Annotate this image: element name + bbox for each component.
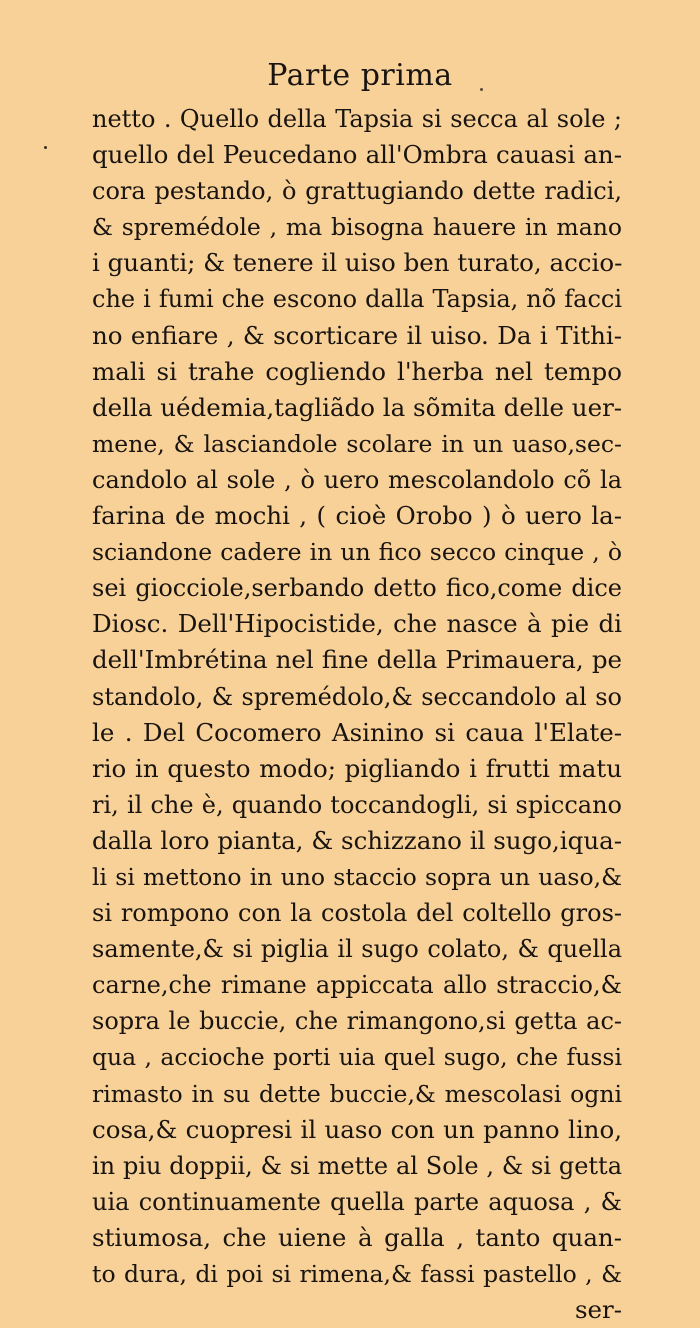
- text-line: si rompono con la costola del coltello gros-: [92, 899, 622, 928]
- text-line: rimasto in su dette buccie,& mescolasi ogni: [92, 1079, 622, 1108]
- text-line: che i fumi che escono dalla Tapsia, nõ facci: [92, 285, 622, 314]
- text-line: candolo al sole , ò uero mescolandolo cõ la: [92, 465, 622, 494]
- text-line: cosa,& cuopresi il uaso con un panno lino,: [92, 1114, 622, 1144]
- text-line: qua , accioche porti uia quel sugo, che fussi: [92, 1043, 622, 1072]
- page-header: Parte prima: [267, 58, 453, 93]
- text-line: quello del Peucedano all'Ombra cauasi an-: [92, 140, 622, 170]
- text-line: mene, & lasciandole scolare in un uaso,sec-: [92, 429, 622, 458]
- text-line: le . Del Cocomero Asinino si caua l'Elate-: [92, 717, 622, 747]
- text-line: sciandone cadere in un fico secco cinque , ò: [92, 538, 622, 567]
- text-line: ri, il che è, quando toccandogli, si spiccano: [92, 790, 622, 819]
- text-line: standolo, & spremédolo,& seccandolo al so: [92, 682, 622, 711]
- text-line: dalla loro pianta, & schizzano il sugo,iqua-: [92, 825, 622, 855]
- text-line: & spremédole , ma bisogna hauere in mano: [92, 213, 622, 242]
- text-line: sei giocciole,serbando detto fico,come dice: [92, 574, 622, 603]
- text-line: dell'Imbrétina nel fine della Primauera, pe: [92, 645, 622, 675]
- text-line: farina de mochi , ( cioè Orobo ) ò uero la-: [92, 501, 622, 531]
- text-line: sopra le buccie, che rimangono,si getta ac-: [92, 1007, 622, 1036]
- text-line: rio in questo modo; pigliando i frutti matu: [92, 753, 622, 783]
- text-line: no enfiare , & scorticare il uiso. Da i Tithi-: [92, 320, 622, 350]
- text-line: to dura, di poi si rimena,& fassi pastello , &: [92, 1260, 622, 1288]
- text-line: samente,& si piglia il sugo colato, & quella: [92, 935, 622, 964]
- text-line: cora pestando, ò grattugiando dette radici,: [92, 177, 622, 206]
- text-line: li si mettono in uno staccio sopra un uaso,&: [92, 862, 622, 891]
- text-line: della uédemia,tagliãdo la sõmita delle uer-: [92, 392, 623, 422]
- text-line: carne,che rimane appiccata allo straccio,&: [92, 971, 622, 1000]
- text-line: in piu doppii, & si mette al Sole , & si getta: [92, 1151, 622, 1180]
- ink-speck: [480, 88, 483, 91]
- body-text: [92, 101, 622, 1328]
- text-line: netto . Quello della Tapsia si secca al sole ;: [92, 105, 622, 133]
- text-line: mali si trahe cogliendo l'herba nel tempo: [92, 356, 622, 386]
- catchword: ser-: [574, 1295, 622, 1325]
- margin-mark: [44, 146, 47, 149]
- text-line: Diosc. Dell'Hipocistide, che nasce à pie di: [92, 609, 622, 639]
- text-line: uia continuamente quella parte aquosa , &: [92, 1187, 622, 1216]
- text-line: stiumosa, che uiene à galla , tanto quan-: [92, 1222, 622, 1252]
- text-line: i guanti; & tenere il uiso ben turato, accio-: [92, 248, 623, 278]
